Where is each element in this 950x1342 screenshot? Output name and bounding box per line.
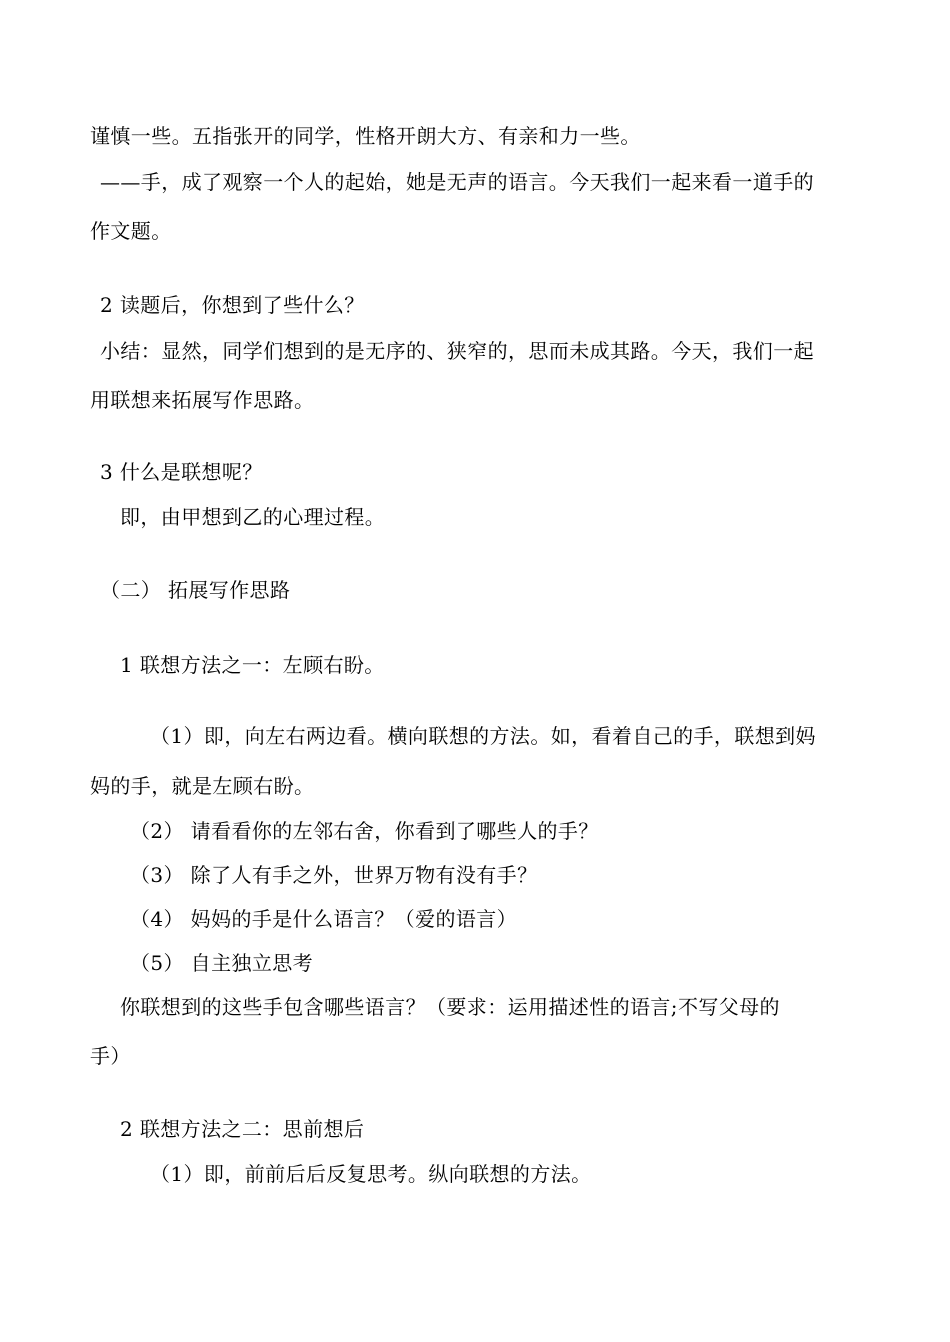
paragraph-line: 你联想到的这些手包含哪些语言？（要求：运用描述性的语言;不写父母的 xyxy=(120,995,780,1019)
list-item: （5） 自主独立思考 xyxy=(130,951,314,975)
section-heading: （二） 拓展写作思路 xyxy=(100,578,291,602)
paragraph-line: （1）即，前前后后反复思考。纵向联想的方法。 xyxy=(150,1162,592,1186)
paragraph-line: 手） xyxy=(90,1044,131,1068)
paragraph-line: 小结：显然，同学们想到的是无序的、狭窄的，思而未成其路。今天，我们一起 xyxy=(100,339,814,363)
list-item: （2） 请看看你的左邻右舍，你看到了哪些人的手？ xyxy=(130,819,599,843)
paragraph-line: 用联想来拓展写作思路。 xyxy=(90,388,315,412)
method-heading: 2 联想方法之二：思前想后 xyxy=(120,1117,365,1141)
paragraph-line: 谨慎一些。五指张开的同学，性格开朗大方、有亲和力一些。 xyxy=(90,124,641,148)
paragraph-line: 即，由甲想到乙的心理过程。 xyxy=(120,505,386,529)
question-heading: 2 读题后，你想到了些什么？ xyxy=(100,293,365,317)
paragraph-line: 妈的手，就是左顾右盼。 xyxy=(90,774,315,798)
list-item: （3） 除了人有手之外，世界万物有没有手？ xyxy=(130,863,538,887)
question-heading: 3 什么是联想呢？ xyxy=(100,460,263,484)
method-heading: 1 联想方法之一：左顾右盼。 xyxy=(120,653,385,677)
paragraph-line: 作文题。 xyxy=(90,219,172,243)
list-item: （4） 妈妈的手是什么语言？（爱的语言） xyxy=(130,907,518,931)
paragraph-line: ——手，成了观察一个人的起始，她是无声的语言。今天我们一起来看一道手的 xyxy=(100,170,814,194)
paragraph-line: （1）即，向左右两边看。横向联想的方法。如，看着自己的手，联想到妈 xyxy=(150,724,816,748)
